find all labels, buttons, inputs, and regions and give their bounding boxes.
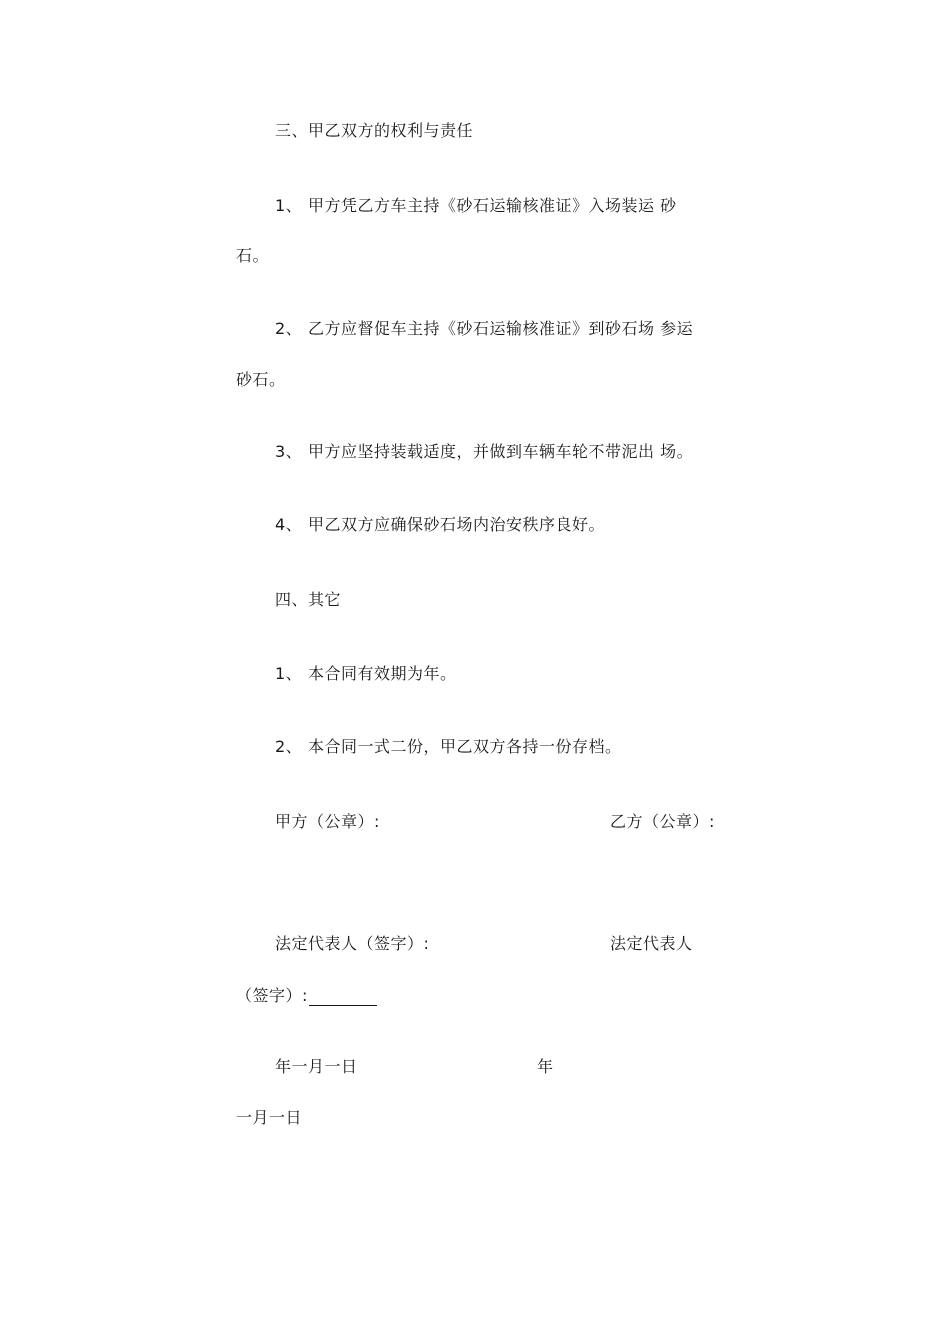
section-4-heading: 四、其它	[275, 590, 342, 609]
clause-number: 3、	[275, 442, 303, 461]
party-b-representative-label: 法定代表人	[610, 934, 693, 953]
clause-number: 4、	[275, 515, 303, 534]
clause-text: 甲方应坚持装载适度，并做到车辆车轮不带泥出 场。	[308, 442, 694, 461]
clause-number: 1、	[275, 196, 303, 215]
party-b-date: 年	[537, 1057, 554, 1076]
party-a-date: 年一月一日	[275, 1057, 358, 1076]
clause-number: 2、	[275, 319, 303, 338]
clause-text: 本合同一式二份，甲乙双方各持一份存档。	[308, 737, 622, 756]
party-a-representative-label: 法定代表人（签字）:	[275, 934, 430, 953]
clause-number: 2、	[275, 737, 303, 756]
clause-3-1	[275, 196, 677, 216]
party-b-date-continuation: 一月一日	[236, 1108, 303, 1127]
clause-3-2	[275, 319, 693, 339]
signature-blank-line	[309, 990, 377, 1006]
party-b-representative-continuation	[236, 986, 377, 1006]
clause-3-2-continuation: 砂石。	[236, 370, 286, 389]
section-3-heading: 三、甲乙双方的权利与责任	[275, 121, 474, 140]
clause-text: 乙方应督促车主持《砂石运输核准证》到砂石场 参运	[308, 319, 694, 338]
clause-4-2	[275, 737, 622, 757]
party-b-seal-label: 乙方（公章）:	[610, 812, 715, 831]
clause-3-4	[275, 515, 605, 535]
party-a-seal-label: 甲方（公章）:	[275, 812, 380, 831]
signature-label: （签字）:	[236, 986, 308, 1005]
clause-number: 1、	[275, 664, 303, 683]
clause-text: 本合同有效期为年。	[308, 664, 457, 683]
clause-3-3	[275, 442, 693, 462]
clause-3-1-continuation: 石。	[236, 246, 270, 265]
clause-text: 甲乙双方应确保砂石场内治安秩序良好。	[308, 515, 606, 534]
clause-4-1	[275, 664, 457, 684]
clause-text: 甲方凭乙方车主持《砂石运输核准证》入场装运 砂	[308, 196, 677, 215]
